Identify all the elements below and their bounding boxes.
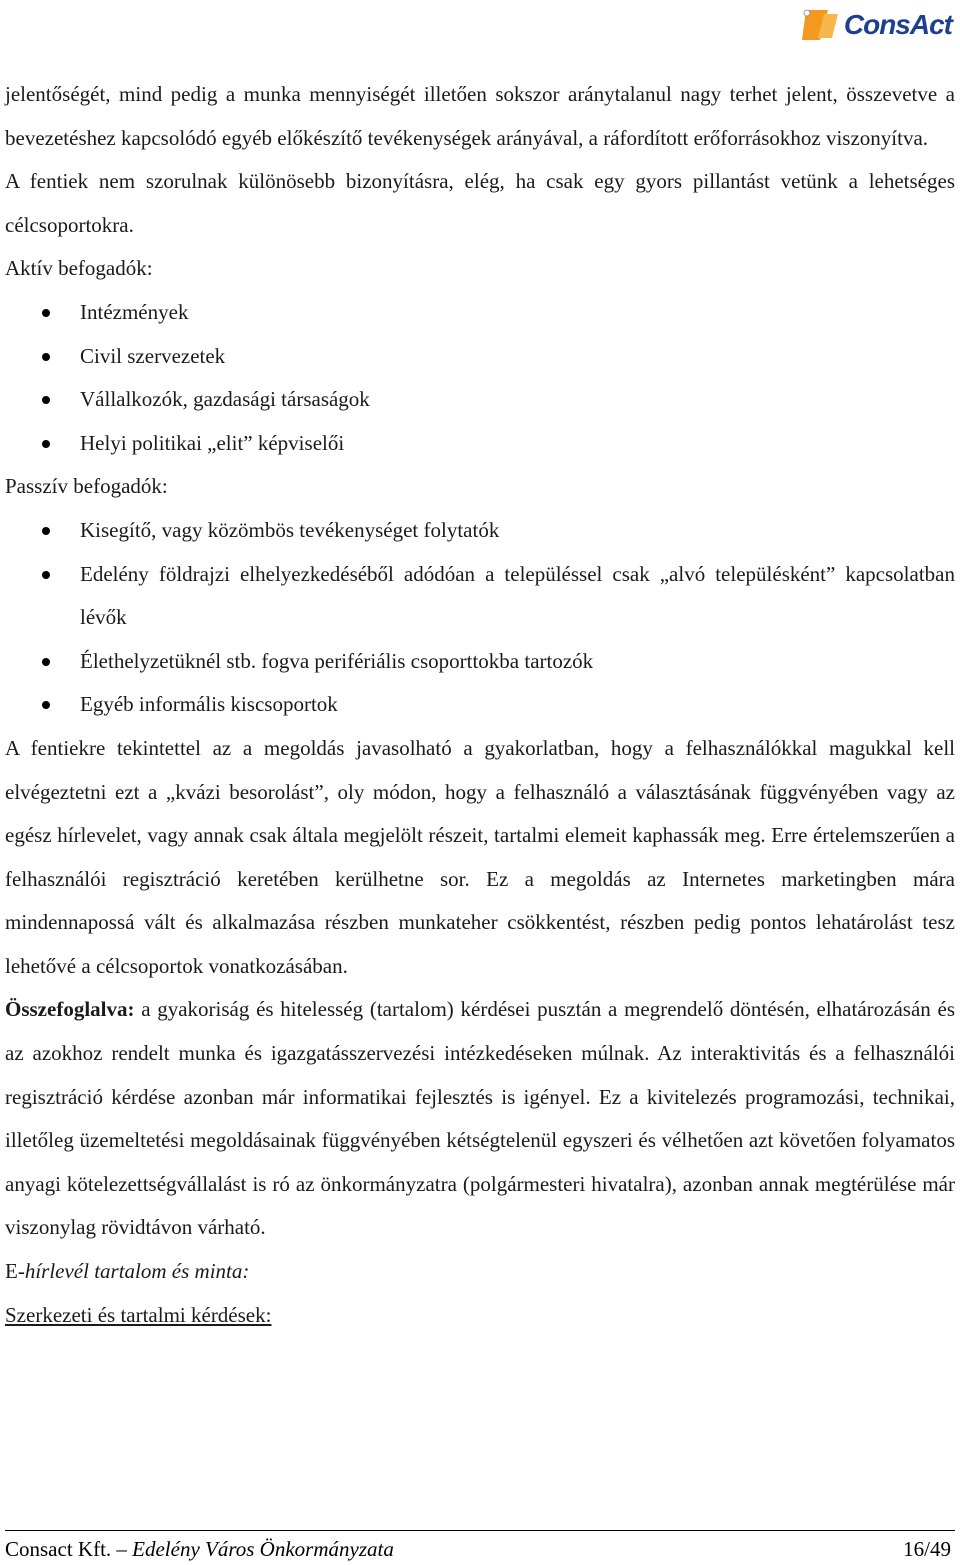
structure-heading [5,1294,955,1338]
consact-logo [798,4,952,46]
list-item: Kisegítő, vagy közömbös tevékenységet folytatók [5,509,955,553]
active-receivers-list [5,291,955,465]
ehirlevel-italic: hírlevél tartalom és minta: [24,1259,250,1284]
intro-paragraph: jelentőségét, mind pedig a munka mennyiségét illetően sokszor aránytalanul nagy terhet jelent, összevetve a bevezetéshez kapcsolódó egyéb előkészítő tevékenységek arányával, a ráfordított erőforrásokhoz viszonyítva. [5,82,955,150]
page-body [5,73,955,1337]
ehirlevel-prefix: E- [5,1259,25,1284]
list-item: Helyi politikai „elit” képviselői [5,422,955,466]
logo-mark-icon [798,4,842,46]
logo-text: ConsAct [843,9,952,40]
active-receivers-heading: Aktív befogadók: [5,256,153,281]
page-number: 16/49 [903,1537,951,1561]
list-item: Élethelyzetüknél stb. fogva perifériális csoporttokba tartozók [5,640,955,684]
footer-company: Consact Kft. [5,1537,112,1561]
ehirlevel-heading [5,1250,955,1294]
summary-text: a gyakoriság és hitelesség (tartalom) kérdései pusztán a megrendelő döntésén, elhatározásán és az azokhoz rendelt munka és igazgatásszervezési intézkedéseken múlnak. Az interaktivitás és a felhasználói regisztráció kérdése azonban már informatikai fejlesztés is igényel. Ez a kivitelezés programozási, technikai, illetőleg üzemeltetési megoldásainak függvényében kétségtelenül egyszeri és vélhetően azt követően folyamatos anyagi kötelezettségvállalást is ró az önkormányzatra (polgármesteri hivatalra), azonban annak megtérülése már viszonylag rövidtávon várható. [5,997,955,1240]
summary-label: Összefoglalva: [5,997,135,1022]
list-item: Civil szervezetek [5,335,955,379]
footer-left [5,1534,394,1564]
list-item: Vállalkozók, gazdasági társaságok [5,378,955,422]
list-item: Intézmények [5,291,955,335]
intro-paragraph-2: A fentiek nem szorulnak különösebb bizonyításra, elég, ha csak egy gyors pillantást vetünk a lehetséges célcsoportokra. [5,169,955,237]
page-footer [5,1534,951,1564]
passive-receivers-heading: Passzív befogadók: [5,474,168,499]
list-item: Edelény földrajzi elhelyezkedéséből adódóan a településsel csak „alvó településként” kapcsolatban lévők [5,553,955,640]
summary-paragraph [5,988,955,1250]
footer-dash: – [111,1537,133,1561]
structure-heading-text: Szerkezeti és tartalmi kérdések: [5,1302,272,1327]
list-item: Egyéb informális kiscsoportok [5,683,955,727]
footer-client: Edelény Város Önkormányzata [132,1537,394,1561]
passive-receivers-list [5,509,955,727]
solution-paragraph: A fentiekre tekintettel az a megoldás javasolható a gyakorlatban, hogy a felhasználókkal magukkal kell elvégeztetni ezt a „kvázi besorolást”, oly módon, hogy a felhasználó a választásának függvényében vagy az egész hírlevelet, vagy annak csak általa megjelölt részeit, tartalmi elemeit kaphassák meg. Erre értelemszerűen a felhasználói regisztráció keretében kerülhetne sor. Ez a megoldás az Internetes marketingben mára mindennapossá vált és alkalmazása részben munkateher csökkentést, részben pedig pontos lehatárolást tesz lehetővé a célcsoportok vonatkozásában. [5,735,955,978]
footer-divider [5,1530,955,1531]
